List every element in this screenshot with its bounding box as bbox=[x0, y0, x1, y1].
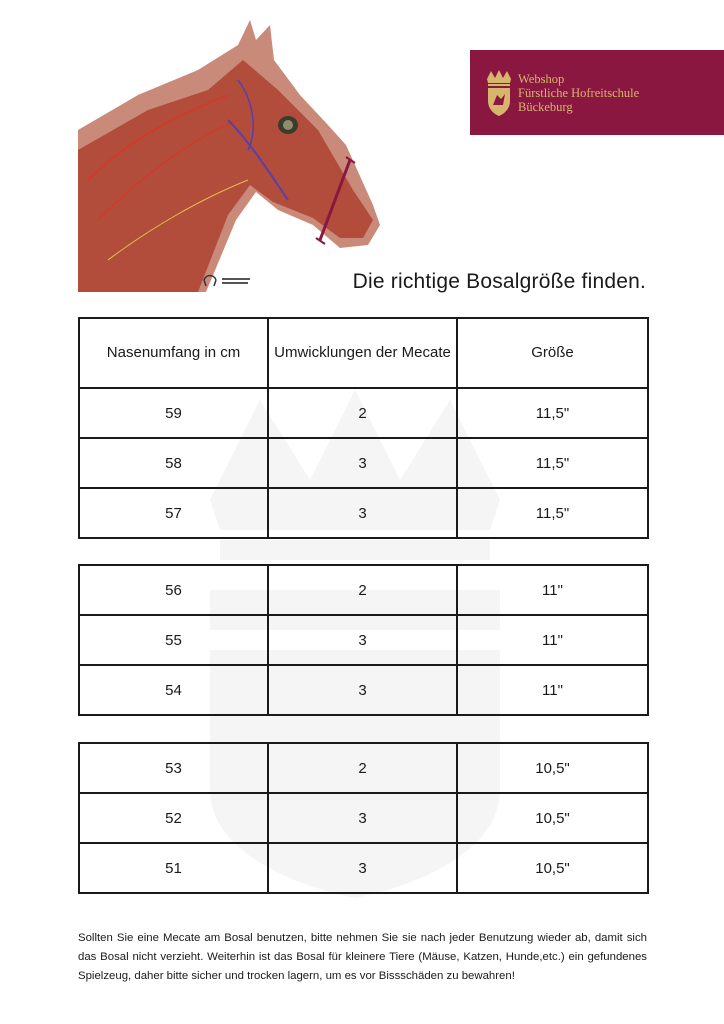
table-row bbox=[79, 438, 648, 488]
cell-size: 11,5" bbox=[457, 488, 648, 538]
size-group-10-5 bbox=[78, 742, 649, 894]
header-size: Größe bbox=[457, 318, 648, 388]
cell-size: 11,5" bbox=[457, 388, 648, 438]
cell-nose-circumference: 51 bbox=[79, 843, 268, 893]
cell-size: 11" bbox=[457, 665, 648, 715]
table-row bbox=[79, 793, 648, 843]
cell-mecate-wraps: 3 bbox=[268, 488, 457, 538]
cell-nose-circumference: 53 bbox=[79, 743, 268, 793]
cell-size: 10,5" bbox=[457, 743, 648, 793]
cell-mecate-wraps: 3 bbox=[268, 615, 457, 665]
brand-line-1: Webshop bbox=[518, 71, 565, 86]
cell-nose-circumference: 59 bbox=[79, 388, 268, 438]
horse-anatomy-illustration bbox=[78, 20, 383, 292]
cell-mecate-wraps: 3 bbox=[268, 843, 457, 893]
table-row bbox=[79, 488, 648, 538]
cell-size: 11" bbox=[457, 615, 648, 665]
cell-size: 10,5" bbox=[457, 793, 648, 843]
cell-nose-circumference: 57 bbox=[79, 488, 268, 538]
brand-line-2: Fürstliche Hofreitschule bbox=[518, 85, 640, 100]
cell-size: 11" bbox=[457, 565, 648, 615]
table-row bbox=[79, 665, 648, 715]
cell-size: 11,5" bbox=[457, 438, 648, 488]
cell-mecate-wraps: 3 bbox=[268, 793, 457, 843]
cell-mecate-wraps: 2 bbox=[268, 388, 457, 438]
cell-nose-circumference: 54 bbox=[79, 665, 268, 715]
cell-nose-circumference: 55 bbox=[79, 615, 268, 665]
size-group-11 bbox=[78, 564, 649, 716]
page-title: Die richtige Bosalgröße finden. bbox=[352, 270, 646, 293]
table-row bbox=[79, 843, 648, 893]
brand-text bbox=[518, 72, 639, 114]
cell-mecate-wraps: 2 bbox=[268, 565, 457, 615]
brand-line-3: Bückeburg bbox=[518, 99, 573, 114]
size-group-11-5 bbox=[78, 387, 649, 539]
size-table-header bbox=[78, 317, 649, 389]
crown-crest-icon bbox=[484, 69, 514, 117]
cell-size: 10,5" bbox=[457, 843, 648, 893]
table-row bbox=[79, 565, 648, 615]
cell-nose-circumference: 58 bbox=[79, 438, 268, 488]
cell-mecate-wraps: 3 bbox=[268, 438, 457, 488]
table-row bbox=[79, 743, 648, 793]
care-note: Sollten Sie eine Mecate am Bosal benutzen, bitte nehmen Sie sie nach jeder Benutzung wieder ab, damit sich das Bosal nicht verzieht. Weiterhin ist das Bosal für kleinere Tiere (Mäuse, Katzen, Hunde,etc.) ein gefundenes Spielzeug, daher bitte sicher und trocken lagern, um es vor Bissschäden zu bewahren! bbox=[78, 932, 647, 983]
table-row bbox=[79, 615, 648, 665]
webshop-logo-banner[interactable] bbox=[470, 50, 724, 135]
table-row bbox=[79, 388, 648, 438]
cell-nose-circumference: 52 bbox=[79, 793, 268, 843]
header-nose-circumference: Nasenumfang in cm bbox=[79, 318, 268, 388]
cell-mecate-wraps: 3 bbox=[268, 665, 457, 715]
header-mecate-wraps: Umwicklungen der Mecate bbox=[268, 318, 457, 388]
cell-nose-circumference: 56 bbox=[79, 565, 268, 615]
cell-mecate-wraps: 2 bbox=[268, 743, 457, 793]
